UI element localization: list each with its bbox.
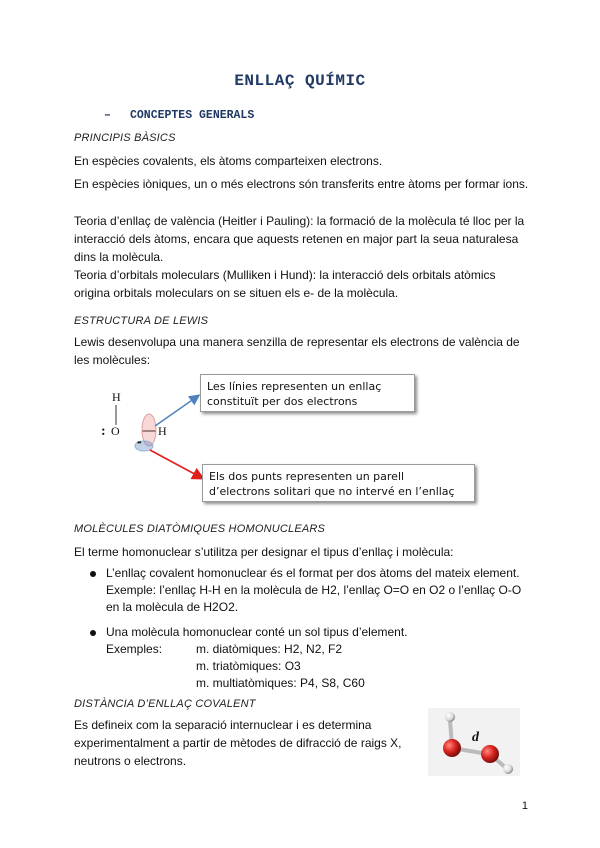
- section-subtitle: [104, 109, 254, 122]
- examples-row: [106, 675, 535, 692]
- bond-explanation-box: Les línies representen un enllaç constituït per dos electrons: [200, 374, 415, 412]
- lone-pair-colon: :: [101, 424, 106, 439]
- bullet-dot-icon: [90, 571, 96, 577]
- atom-oxygen: O: [111, 424, 120, 438]
- hydrogen-atom: [503, 764, 513, 774]
- oxygen-atom: [443, 739, 461, 757]
- oxygen-atom: [481, 745, 499, 763]
- examples-block: [90, 641, 535, 692]
- homonuclears-list: [90, 565, 535, 692]
- heading-lewis: ESTRUCTURA DE LEWIS: [74, 315, 209, 327]
- page-title: ENLLAÇ QUÍMIC: [234, 72, 366, 90]
- examples-row: [106, 658, 535, 675]
- example-item: m. multiatòmiques: P4, S8, C60: [196, 676, 365, 690]
- example-item: m. triatòmiques: O3: [196, 659, 301, 673]
- heading-homonuclears: MOLÈCULES DIATÒMIQUES HOMONUCLEARS: [74, 523, 326, 535]
- example-item: m. diatòmiques: H2, N2, F2: [196, 642, 343, 656]
- list-item: [90, 624, 535, 641]
- distancia-p1: Es defineix com la separació internuclear i es determina experimentalment a partir de mètodes de difracció de raigs X, neutrons o electrons.: [74, 718, 402, 768]
- principis-p1: En espècies covalents, els àtoms comparteixen electrons.: [74, 154, 383, 168]
- hydrogen-atom: [445, 712, 455, 722]
- lone-pair-dots: ••: [137, 438, 141, 447]
- list-item: [90, 565, 535, 616]
- page-number: 1: [521, 800, 528, 812]
- molecule-svg: [428, 708, 520, 776]
- examples-label: Exemples:: [106, 642, 163, 656]
- lewis-diagram: [101, 368, 480, 508]
- principis-p4: Teoria d’orbitals moleculars (Mulliken i Hund): la interacció dels orbitals atòmics origina orbitals moleculars on se situen els e- de la molècula.: [74, 268, 496, 300]
- principis-p2: En espècies iòniques, un o més electrons són transferits entre àtoms per formar ions.: [74, 177, 529, 191]
- atom-h-top: H: [112, 390, 121, 404]
- bullet-dot-icon: [90, 630, 96, 636]
- molecule-image: [428, 708, 520, 776]
- examples-row: [106, 641, 535, 658]
- subtitle-dash: –: [104, 109, 111, 122]
- bullet-text: Una molècula homonuclear conté un sol tipus d’element.: [106, 625, 408, 639]
- heading-distancia: DISTÀNCIA D’ENLLAÇ COVALENT: [74, 698, 256, 710]
- lone-pair-explanation-box: Els dos punts representen un parell d’electrons solitari que no intervé en l’enllaç: [202, 464, 475, 502]
- bullet-text: L’enllaç covalent homonuclear és el format per dos àtoms del mateix element. Exemple: l’enllaç H-H en la molècula de H2, l’enllaç O=O en O2 o l’enllaç O-O en la molècula de H2O2.: [106, 566, 522, 614]
- atom-h-right: H: [158, 424, 167, 438]
- lewis-p1: Lewis desenvolupa una manera senzilla de representar els electrons de valència de les molècules:: [74, 335, 520, 367]
- homonuclears-p1: El terme homonuclear s’utilitza per designar el tipus d’enllaç i molècula:: [74, 545, 454, 559]
- distance-label: d: [472, 730, 479, 745]
- blue-arrow: [155, 396, 198, 426]
- heading-principis: PRINCIPIS BÀSICS: [74, 132, 176, 144]
- red-arrow: [150, 450, 202, 478]
- subtitle-text: CONCEPTES GENERALS: [130, 109, 255, 122]
- principis-p3: Teoria d’enllaç de valència (Heitler i Pauling): la formació de la molècula té lloc per la interacció dels àtoms, encara que aquests retenen en major part la seua naturalesa dins la molècula.: [74, 214, 525, 264]
